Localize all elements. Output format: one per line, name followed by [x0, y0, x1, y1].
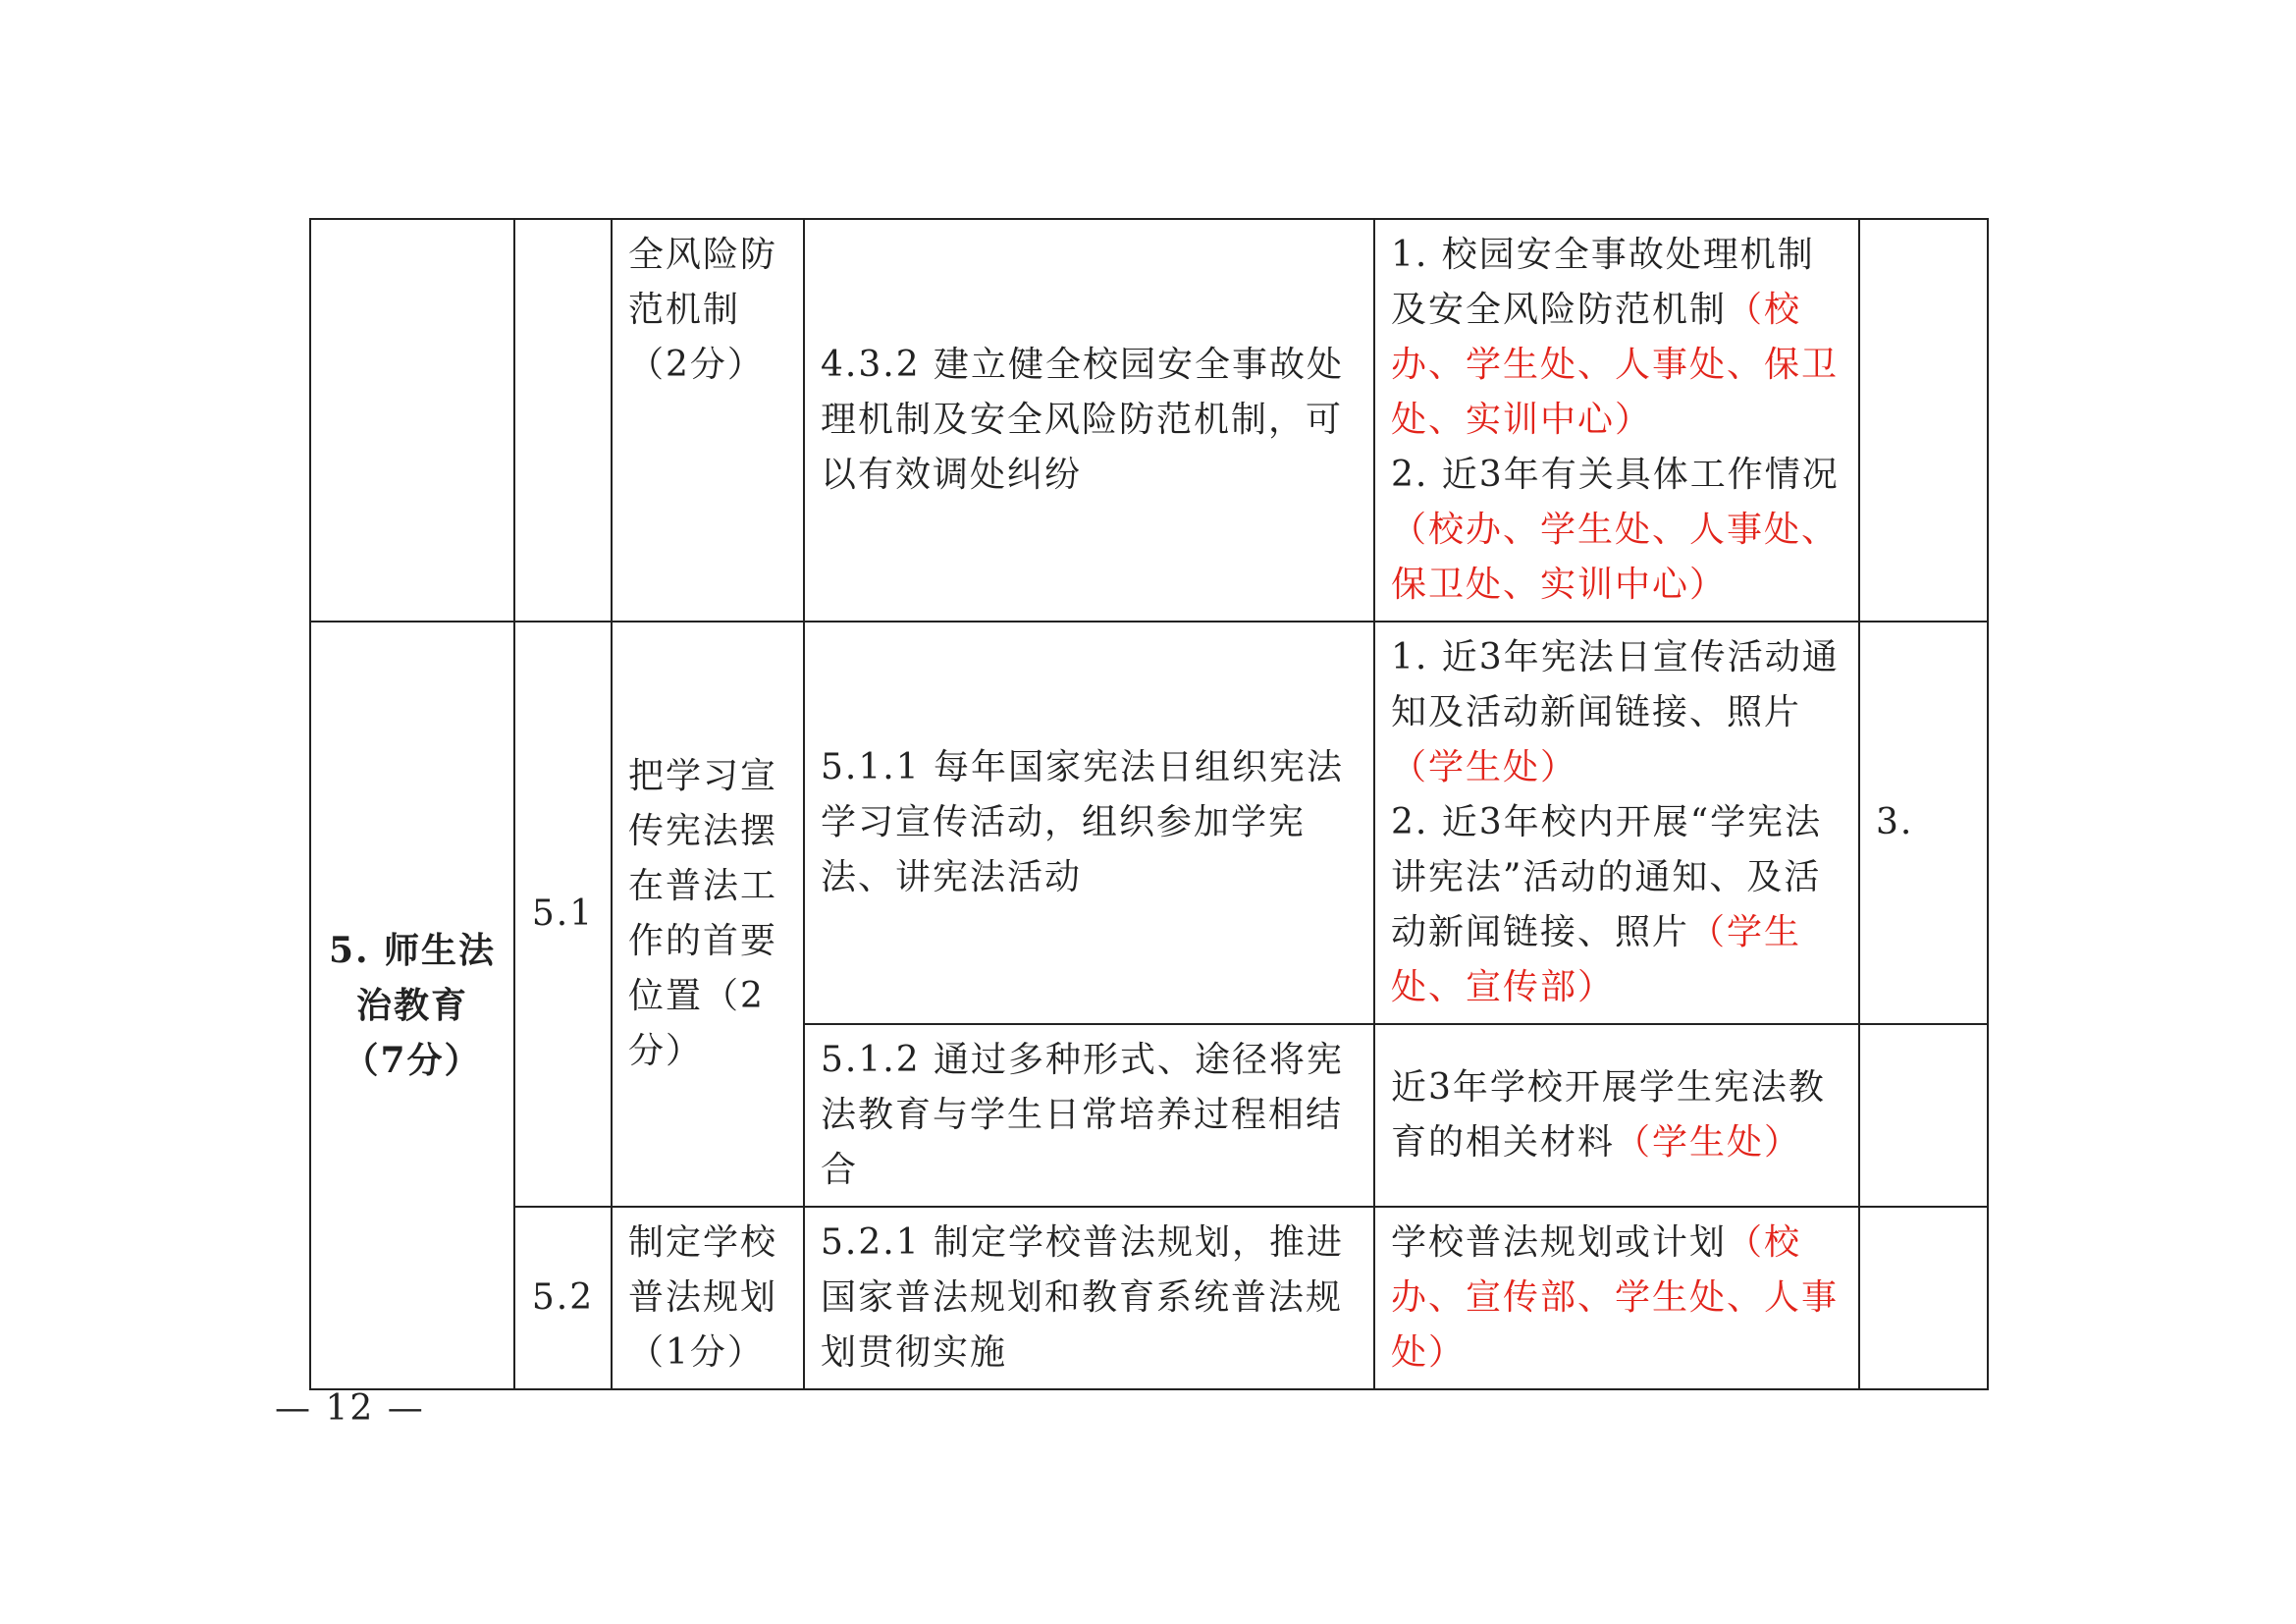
note-cell-empty [1859, 1024, 1988, 1207]
criterion-cell [804, 219, 1374, 622]
department-label: （校办、学生处、人事处、保卫处、实训中心） [1391, 510, 1840, 605]
code-text: 5.2 [531, 1277, 595, 1318]
note-cell [1859, 622, 1988, 1024]
department-label: （校办、学生处、人事处、保卫处、实训中心） [1391, 290, 1840, 440]
materials-cell: 近3年学校开展学生宪法教育的相关材料（学生处） [1374, 1024, 1859, 1207]
department-label: （校办、宣传部、学生处、人事处） [1391, 1222, 1840, 1373]
criterion-cell [804, 1207, 1374, 1389]
note-text: 3. [1876, 802, 1914, 842]
code-text: 5.1 [531, 893, 595, 934]
department-label: （学生处） [1615, 1122, 1802, 1163]
indicator-text: 制定学校普法规划（1分） [628, 1222, 778, 1373]
criterion-text: 5.2.1 制定学校普法规划，推进国家普法规划和教育系统普法规划贯彻实施 [821, 1222, 1345, 1373]
indicator-cell [612, 622, 804, 1207]
note-cell-empty [1859, 219, 1988, 622]
material-item: 2. 近3年有关具体工作情况（校办、学生处、人事处、保卫处、实训中心） [1391, 455, 1840, 605]
criterion-text: 4.3.2 建立健全校园安全事故处理机制及安全风险防范机制，可以有效调处纠纷 [821, 345, 1345, 495]
materials-cell [1374, 622, 1859, 1024]
material-item: 2. 近3年校内开展“学宪法讲宪法”活动的通知、及活动新闻链接、照片（学生处、宣传部） [1391, 802, 1823, 1007]
code-cell-empty [514, 219, 612, 622]
criterion-text: 5.1.2 通过多种形式、途径将宪法教育与学生日常培养过程相结合 [821, 1040, 1345, 1190]
material-item: 1. 近3年宪法日宣传活动通知及活动新闻链接、照片（学生处） [1391, 637, 1840, 787]
indicator-cell [612, 219, 804, 622]
indicator-text: 全风险防范机制（2分） [628, 235, 778, 385]
code-cell [514, 622, 612, 1207]
indicator-text: 把学习宣传宪法摆在普法工作的首要位置（2分） [628, 756, 778, 1071]
table-row [310, 622, 1988, 1024]
page-number: — 12 — [275, 1388, 425, 1429]
category-cell-empty [310, 219, 514, 622]
evaluation-table [309, 218, 1989, 1390]
material-item: 1. 校园安全事故处理机制及安全风险防范机制（校办、学生处、人事处、保卫处、实训中心） [1391, 235, 1840, 440]
category-title: 5. 师生法治教育（7分） [328, 930, 497, 1081]
table-row [310, 1207, 1988, 1389]
criterion-cell [804, 622, 1374, 1024]
criterion-cell [804, 1024, 1374, 1207]
materials-cell: 学校普法规划或计划（校办、宣传部、学生处、人事处） [1374, 1207, 1859, 1389]
indicator-cell [612, 1207, 804, 1389]
criterion-text: 5.1.1 每年国家宪法日组织宪法学习宣传活动，组织参加学宪法、讲宪法活动 [821, 747, 1345, 897]
note-cell-empty [1859, 1207, 1988, 1389]
table-row [310, 219, 1988, 622]
category-cell [310, 622, 514, 1389]
department-label: （学生处） [1391, 747, 1578, 787]
code-cell [514, 1207, 612, 1389]
department-label: （学生处、宣传部） [1391, 912, 1802, 1007]
materials-cell [1374, 219, 1859, 622]
